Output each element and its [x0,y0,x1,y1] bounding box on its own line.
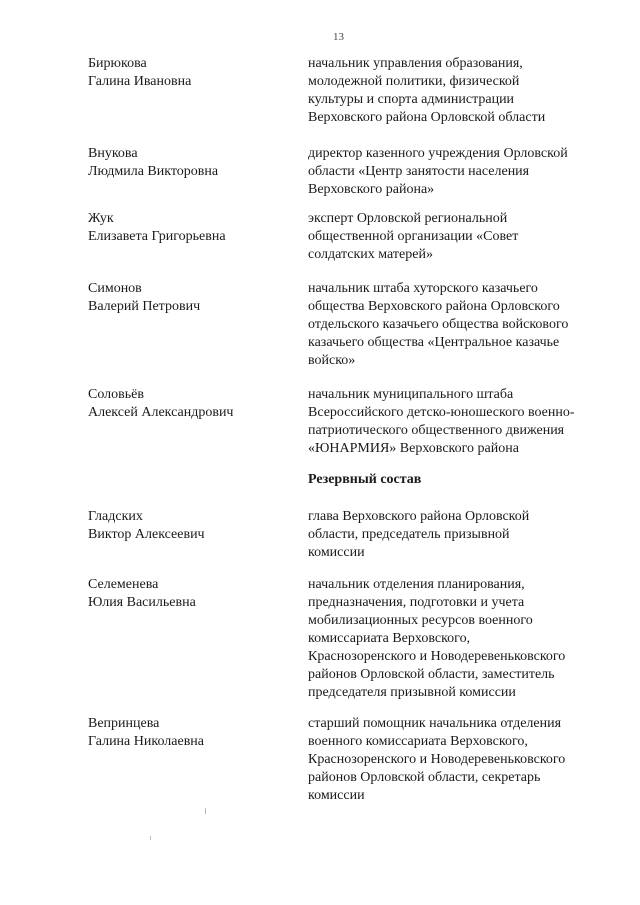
member-name [88,508,288,544]
role-line: эксперт Орловской региональной [308,211,508,226]
member-given-name: Виктор Алексеевич [88,527,205,542]
role-line: общественной организации «Совет [308,229,519,244]
member-name [88,715,288,751]
role-line: мобилизационных ресурсов военного [308,613,533,628]
member-surname: Вепринцева [88,716,160,731]
role-line: области, председатель призывной [308,527,510,542]
member-surname: Селеменева [88,577,159,592]
member-name [88,55,288,91]
role-line: председателя призывной комиссии [308,685,516,700]
member-given-name: Галина Николаевна [88,734,205,749]
role-line: Всероссийского детско-юношеского военно- [308,405,575,420]
member-surname: Жук [88,211,114,226]
role-line: казачьего общества «Центральное казачье [308,335,560,350]
role-line: старший помощник начальника отделения [308,716,562,731]
member-name [88,576,288,612]
member-role [308,386,608,458]
member-surname: Гладских [88,509,143,524]
member-name [88,145,288,181]
role-line: директор казенного учреждения Орловской [308,146,568,161]
member-surname: Бирюкова [88,56,147,71]
role-line: войско» [308,353,356,368]
member-role [308,210,608,264]
member-role [308,55,608,127]
reserve-section-title: Резервный состав [308,472,422,487]
role-line: районов Орловской области, заместитель [308,667,555,682]
member-given-name: Елизавета Григорьевна [88,229,226,244]
role-line: общества Верховского района Орловского [308,299,560,314]
scan-artifact [205,808,206,814]
member-surname: Внукова [88,146,138,161]
member-name [88,210,288,246]
role-line: солдатских матерей» [308,247,433,262]
role-line: области «Центр занятости населения [308,164,530,179]
scan-artifact [150,836,151,840]
role-line: начальник управления образования, [308,56,523,71]
role-line: Краснозоренского и Новодеревеньковского [308,752,566,767]
role-line: комиссии [308,788,365,803]
role-line: глава Верховского района Орловской [308,509,530,524]
role-line: Верховского района» [308,182,435,197]
member-role [308,576,608,702]
role-line: комиссариата Верховского, [308,631,471,646]
role-line: начальник отделения планирования, [308,577,525,592]
role-line: комиссии [308,545,365,560]
role-line: начальник штаба хуторского казачьего [308,281,538,296]
member-role [308,145,608,199]
member-given-name: Галина Ивановна [88,74,192,89]
member-role [308,280,608,370]
member-surname: Соловьёв [88,387,144,402]
member-given-name: Юлия Васильевна [88,595,196,610]
role-line: Краснозоренского и Новодеревеньковского [308,649,566,664]
role-line: патриотического общественного движения [308,423,565,438]
role-line: Верховского района Орловской области [308,110,546,125]
role-line: военного комиссариата Верховского, [308,734,528,749]
page-number: 13 [333,31,344,43]
role-line: начальник муниципального штаба [308,387,514,402]
member-role [308,715,608,805]
role-line: молодежной политики, физической [308,74,520,89]
member-given-name: Валерий Петрович [88,299,201,314]
member-name [88,280,288,316]
member-given-name: Алексей Александрович [88,405,234,420]
role-line: «ЮНАРМИЯ» Верховского района [308,441,519,456]
member-given-name: Людмила Викторовна [88,164,219,179]
member-surname: Симонов [88,281,142,296]
role-line: отдельского казачьего общества войскового [308,317,569,332]
role-line: районов Орловской области, секретарь [308,770,541,785]
member-name [88,386,288,422]
member-role [308,508,608,562]
role-line: предназначения, подготовки и учета [308,595,525,610]
role-line: культуры и спорта администрации [308,92,515,107]
